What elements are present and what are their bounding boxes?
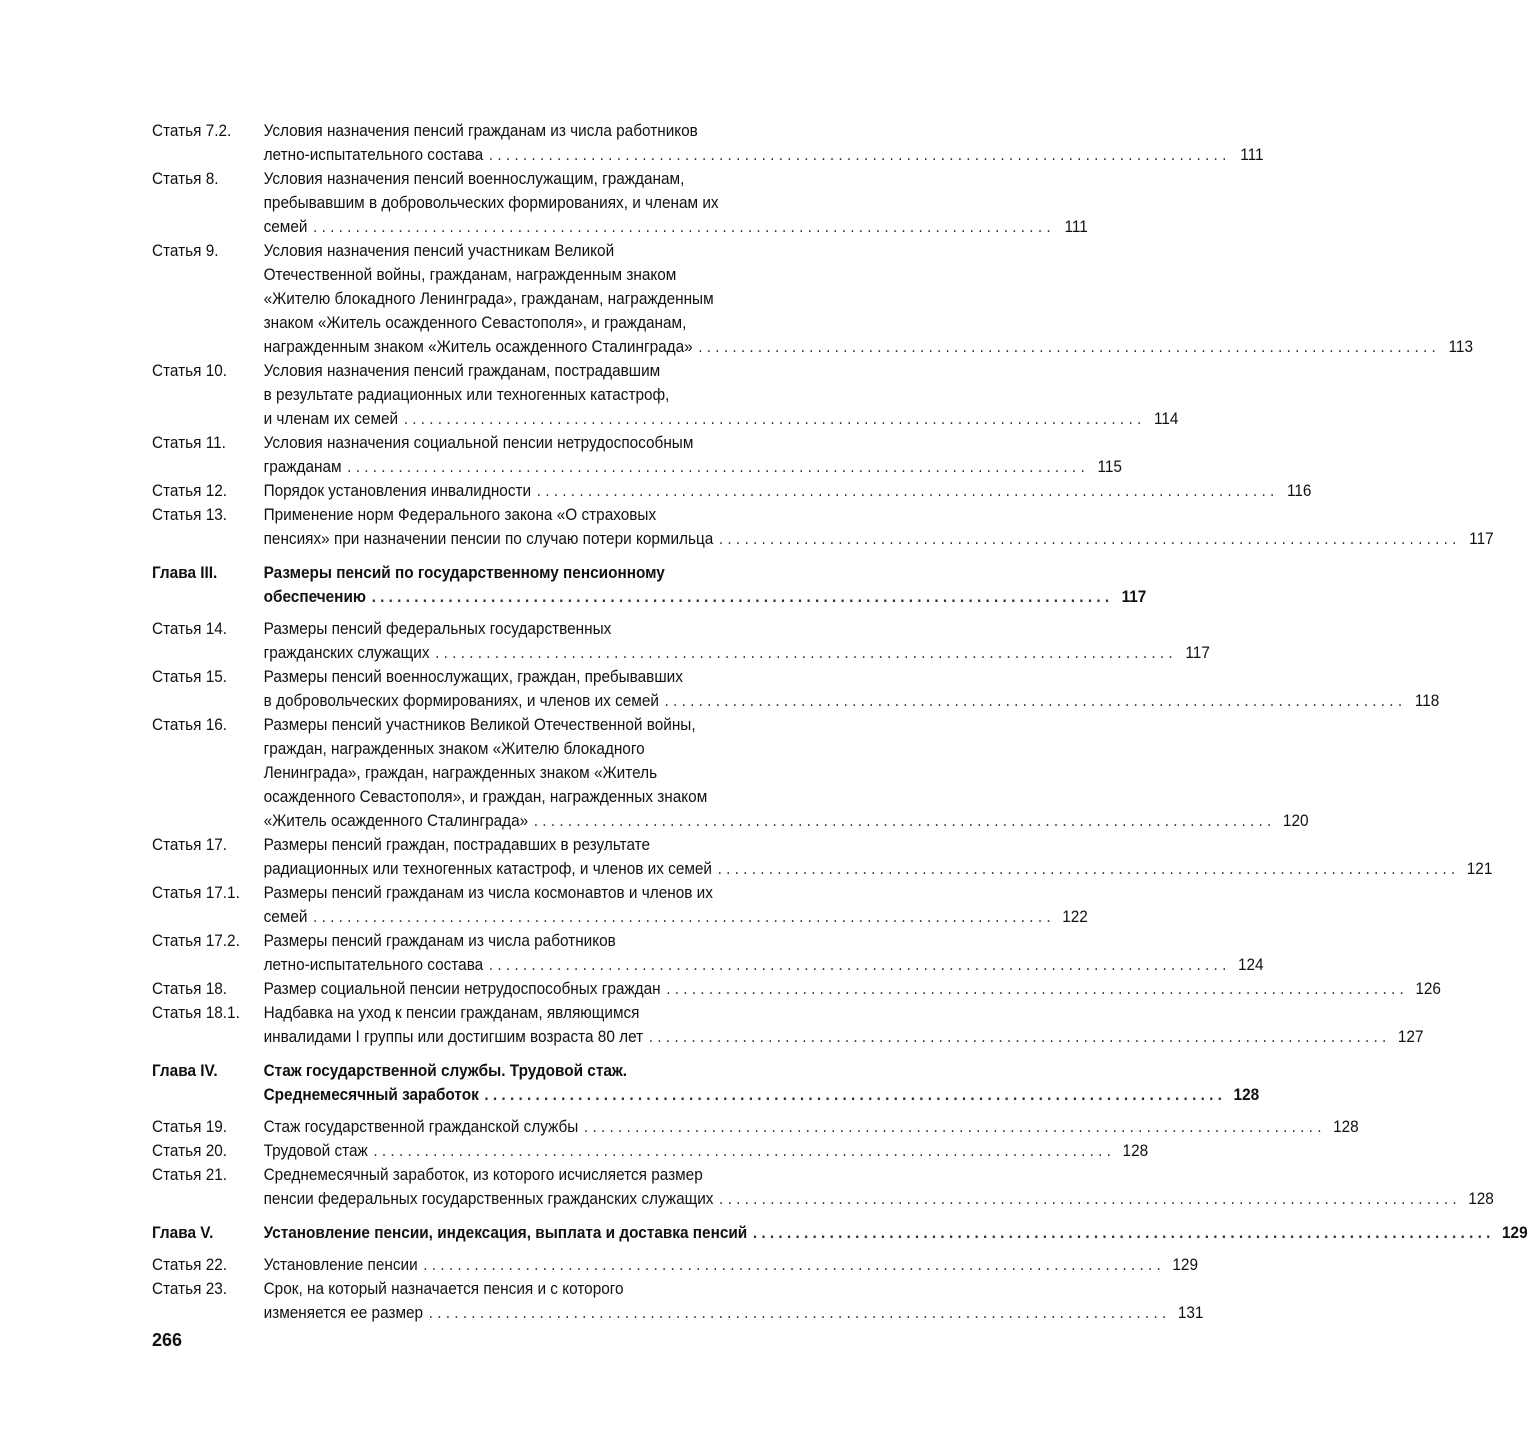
toc-entry-line: пенсиях» при назначении пенсии по случаю потери кормильца — [263, 530, 714, 548]
dot-leader — [423, 1253, 1161, 1277]
toc-entry-line: Размер социальной пенсии нетрудоспособных граждан — [263, 980, 661, 998]
dot-leader — [649, 1025, 1387, 1049]
toc-entry-line: Среднемесячный заработок, из которого исчисляется размер — [263, 1166, 703, 1184]
toc-entry-line: Среднемесячный заработок — [263, 1086, 479, 1104]
toc-entry-last-line — [264, 1115, 1359, 1139]
toc-entry-last-line — [264, 1025, 1424, 1049]
toc-page-number: 114 — [1153, 410, 1179, 428]
toc-entry-line: граждан, награжденных знаком «Жителю блокадного — [263, 740, 645, 758]
toc-entry-last-line — [264, 585, 1147, 609]
toc-entry-last-line — [264, 857, 1493, 881]
toc-entry-line: осажденного Севастополя», и граждан, награжденных знаком — [263, 788, 708, 806]
toc-entry-line: Стаж государственной службы. Трудовой стаж. — [263, 1062, 628, 1080]
toc-page-number: 116 — [1286, 482, 1312, 500]
dot-leader — [404, 407, 1142, 431]
toc-entry-line: Условия назначения пенсий участникам Великой — [263, 242, 615, 260]
toc-entry-last-line — [264, 527, 1494, 551]
toc-page-number: 117 — [1121, 588, 1147, 606]
toc-entry-line: обеспечению — [263, 588, 367, 606]
toc-entry-title — [264, 617, 1210, 665]
toc-entry — [152, 359, 1179, 431]
toc-entry — [152, 1001, 1424, 1049]
toc-entry-line: изменяется ее размер — [263, 1304, 424, 1322]
toc-entry — [152, 665, 1440, 713]
dot-leader — [718, 857, 1456, 881]
toc-entry-title — [264, 1221, 1528, 1245]
toc-entry-title — [264, 1115, 1359, 1139]
toc-entry-label: Статья 18.1. — [152, 1004, 240, 1022]
toc-entry-line: Установление пенсии, индексация, выплата и доставка пенсий — [263, 1224, 748, 1242]
toc-entry-line: знаком «Житель осажденного Севастополя», и гражданам, — [263, 314, 687, 332]
toc-entry-label: Статья 8. — [152, 170, 219, 188]
toc-entry-title — [264, 1253, 1198, 1277]
toc-page-number: 128 — [1233, 1086, 1260, 1104]
toc-entry-label: Статья 15. — [152, 668, 228, 686]
toc-entry-label: Статья 17.2. — [152, 932, 240, 950]
toc-entry-title — [264, 239, 1473, 359]
toc-entry-line: Условия назначения пенсий гражданам из числа работников — [263, 122, 698, 140]
toc-entry — [152, 881, 1088, 929]
dot-leader — [489, 143, 1227, 167]
toc-page-number: 124 — [1237, 956, 1264, 974]
toc-entry-title — [264, 1163, 1494, 1211]
toc-entry-label: Статья 11. — [152, 434, 226, 452]
dot-leader — [313, 905, 1051, 929]
dot-leader — [719, 1187, 1457, 1211]
toc-entry-line: Размеры пенсий участников Великой Отечественной войны, — [263, 716, 696, 734]
toc-page-number: 128 — [1468, 1190, 1494, 1208]
toc-entry-label: Статья 21. — [152, 1166, 228, 1184]
toc-entry — [152, 1163, 1494, 1211]
toc-entry-line: Отечественной войны, гражданам, награжденным знаком — [263, 266, 677, 284]
toc-page-number: 117 — [1469, 530, 1494, 548]
toc-entry-label: Статья 23. — [152, 1280, 228, 1298]
toc-entry-title — [264, 431, 1122, 479]
toc-entry-last-line — [264, 809, 1309, 833]
toc-page-number: 111 — [1240, 146, 1264, 164]
toc-entry-line: гражданам — [263, 458, 342, 476]
toc-entry-line: летно-испытательного состава — [263, 146, 484, 164]
toc-entry-label: Статья 14. — [152, 620, 228, 638]
toc-page-number: 122 — [1062, 908, 1088, 926]
toc-entry-line: Трудовой стаж — [263, 1142, 368, 1160]
toc-entry-line: Ленинграда», граждан, награжденных знаком «Житель — [263, 764, 658, 782]
toc-page-number: 120 — [1282, 812, 1309, 830]
toc-entry-last-line — [264, 1253, 1198, 1277]
toc-entry-line: Размеры пенсий федеральных государственных — [263, 620, 612, 638]
toc-page-number: 121 — [1466, 860, 1493, 878]
toc-entry-line: Размеры пенсий гражданам из числа работников — [263, 932, 616, 950]
toc-entry-line: Установление пенсии — [263, 1256, 418, 1274]
toc-entry-line: пенсии федеральных государственных гражданских служащих — [263, 1190, 714, 1208]
dot-leader — [698, 335, 1436, 359]
toc-entry-title — [264, 977, 1441, 1001]
toc-page-number: 129 — [1501, 1224, 1528, 1242]
toc-page-number: 117 — [1185, 644, 1210, 662]
toc-page-number: 118 — [1414, 692, 1440, 710]
toc-entry — [152, 119, 1264, 167]
toc-entry-last-line — [264, 905, 1088, 929]
toc-entry-title — [264, 1059, 1260, 1107]
toc-entry-label: Статья 12. — [152, 482, 228, 500]
toc-entry-title — [264, 929, 1264, 977]
toc-entry — [152, 1115, 1359, 1139]
toc-entry-title — [264, 833, 1493, 881]
toc-entry-label: Глава V. — [152, 1224, 214, 1242]
toc-entry — [152, 479, 1312, 503]
dot-leader — [372, 585, 1110, 609]
toc-entry-title — [264, 665, 1440, 713]
toc-entry-title — [264, 561, 1147, 609]
toc-entry-label: Статья 13. — [152, 506, 228, 524]
toc-entry-last-line — [264, 1083, 1260, 1107]
toc-entry-label: Статья 22. — [152, 1256, 228, 1274]
toc-entry-line: Условия назначения пенсий военнослужащим, гражданам, — [263, 170, 685, 188]
toc-entry-last-line — [264, 1301, 1204, 1325]
toc-page-number: 127 — [1397, 1028, 1424, 1046]
toc-entry-label: Статья 17. — [152, 836, 228, 854]
toc-entry-line: Порядок установления инвалидности — [263, 482, 532, 500]
page-number: 266 — [152, 1330, 183, 1350]
toc-entry-line: Стаж государственной гражданской службы — [263, 1118, 579, 1136]
toc-entry-last-line — [264, 143, 1264, 167]
toc-entry-last-line — [264, 641, 1210, 665]
toc-entry-line: Размеры пенсий гражданам из числа космонавтов и членов их — [263, 884, 713, 902]
toc-entry — [152, 929, 1264, 977]
dot-leader — [537, 479, 1275, 503]
toc-entry-last-line — [264, 455, 1122, 479]
toc-page-number: 128 — [1122, 1142, 1149, 1160]
dot-leader — [347, 455, 1085, 479]
toc-entry-last-line — [264, 1139, 1149, 1163]
toc-entry — [152, 617, 1210, 665]
toc-entry — [152, 431, 1122, 479]
toc-page-number: 131 — [1177, 1304, 1204, 1322]
toc-page-number: 129 — [1172, 1256, 1199, 1274]
toc-entry — [152, 713, 1309, 833]
toc-page-number: 111 — [1064, 218, 1088, 236]
toc-entry-line: «Житель осажденного Сталинграда» — [263, 812, 529, 830]
toc-page-number: 128 — [1333, 1118, 1359, 1136]
toc-entry-title — [264, 359, 1179, 431]
toc-entry-last-line — [264, 1221, 1528, 1245]
toc-entry — [152, 239, 1474, 359]
toc-entry-line: гражданских служащих — [263, 644, 430, 662]
toc-entry-last-line — [264, 1187, 1494, 1211]
toc-entry-label: Глава III. — [152, 564, 218, 582]
toc-entry-title — [264, 167, 1088, 239]
toc-entry-label: Статья 18. — [152, 980, 228, 998]
toc-entry-last-line — [264, 689, 1440, 713]
toc-entry-title — [264, 713, 1309, 833]
toc-entry-title — [264, 881, 1088, 929]
toc-entry-line: «Жителю блокадного Ленинграда», гражданам, награжденным — [263, 290, 714, 308]
toc-entry-line: пребывавшим в добровольческих формированиях, и членам их — [263, 194, 719, 212]
toc-entry-line: Размеры пенсий граждан, пострадавших в результате — [263, 836, 651, 854]
toc-entry-last-line — [264, 479, 1312, 503]
toc-entry-last-line — [264, 407, 1179, 431]
toc-entry-label: Статья 19. — [152, 1118, 228, 1136]
toc-entry — [152, 1277, 1204, 1325]
toc-entry-line: семей — [263, 218, 308, 236]
toc-entry-title — [264, 503, 1494, 551]
toc-entry-label: Статья 10. — [152, 362, 228, 380]
dot-leader — [435, 641, 1173, 665]
toc-entry-title — [264, 1001, 1424, 1049]
toc-entry — [152, 167, 1088, 239]
toc-entry — [152, 1253, 1199, 1277]
toc-entry-label: Статья 16. — [152, 716, 228, 734]
toc-page-number: 115 — [1097, 458, 1122, 476]
toc-entry-label: Статья 20. — [152, 1142, 228, 1160]
dot-leader — [666, 977, 1404, 1001]
toc-entry-last-line — [264, 953, 1264, 977]
toc-entry-line: в добровольческих формированиях, и членов их семей — [263, 692, 659, 710]
toc-entry-line: и членам их семей — [263, 410, 399, 428]
toc-entry-last-line — [264, 215, 1088, 239]
toc-entry-label: Статья 7.2. — [152, 122, 232, 140]
toc-entry-line: Условия назначения пенсий гражданам, пострадавшим — [263, 362, 661, 380]
dot-leader — [313, 215, 1051, 239]
toc-entry-line: радиационных или техногенных катастроф, и членов их семей — [263, 860, 713, 878]
toc-entry-title — [264, 1139, 1149, 1163]
dot-leader — [753, 1221, 1491, 1245]
toc-entry — [152, 1139, 1149, 1163]
toc-chapter — [152, 1059, 1260, 1107]
toc-entry-line: Применение норм Федерального закона «О страховых — [263, 506, 657, 524]
toc-entry — [152, 977, 1441, 1001]
toc-entry-line: Размеры пенсий военнослужащих, граждан, пребывавших — [263, 668, 683, 686]
toc-entry-line: награжденным знаком «Житель осажденного Сталинграда» — [263, 338, 693, 356]
dot-leader — [534, 809, 1272, 833]
toc-entry-line: Срок, на который назначается пенсия и с которого — [263, 1280, 624, 1298]
toc-entry-title — [264, 479, 1312, 503]
toc-entry-line: Условия назначения социальной пенсии нетрудоспособным — [263, 434, 694, 452]
toc-entry-last-line — [264, 977, 1441, 1001]
toc-page-number: 113 — [1448, 338, 1474, 356]
table-of-contents — [152, 119, 1528, 1325]
toc-entry-title — [264, 1277, 1204, 1325]
dot-leader — [719, 527, 1457, 551]
dot-leader — [584, 1115, 1322, 1139]
toc-chapter — [152, 561, 1147, 609]
dot-leader — [429, 1301, 1167, 1325]
dot-leader — [665, 689, 1403, 713]
dot-leader — [489, 953, 1227, 977]
toc-entry-last-line — [264, 335, 1473, 359]
toc-entry-line: Надбавка на уход к пенсии гражданам, являющимся — [263, 1004, 640, 1022]
toc-entry-line: в результате радиационных или техногенных катастроф, — [263, 386, 670, 404]
toc-chapter — [152, 1221, 1528, 1245]
toc-entry-label: Статья 9. — [152, 242, 219, 260]
dot-leader — [484, 1083, 1222, 1107]
toc-page-number: 126 — [1415, 980, 1441, 998]
toc-entry-line: семей — [263, 908, 308, 926]
toc-entry-line: летно-испытательного состава — [263, 956, 484, 974]
toc-entry-line: инвалидами I группы или достигшим возраста 80 лет — [263, 1028, 644, 1046]
dot-leader — [373, 1139, 1111, 1163]
toc-entry-line: Размеры пенсий по государственному пенсионному — [263, 564, 665, 582]
toc-entry — [152, 833, 1493, 881]
toc-entry-title — [264, 119, 1264, 167]
toc-entry — [152, 503, 1494, 551]
toc-entry-label: Статья 17.1. — [152, 884, 240, 902]
toc-entry-label: Глава IV. — [152, 1062, 218, 1080]
